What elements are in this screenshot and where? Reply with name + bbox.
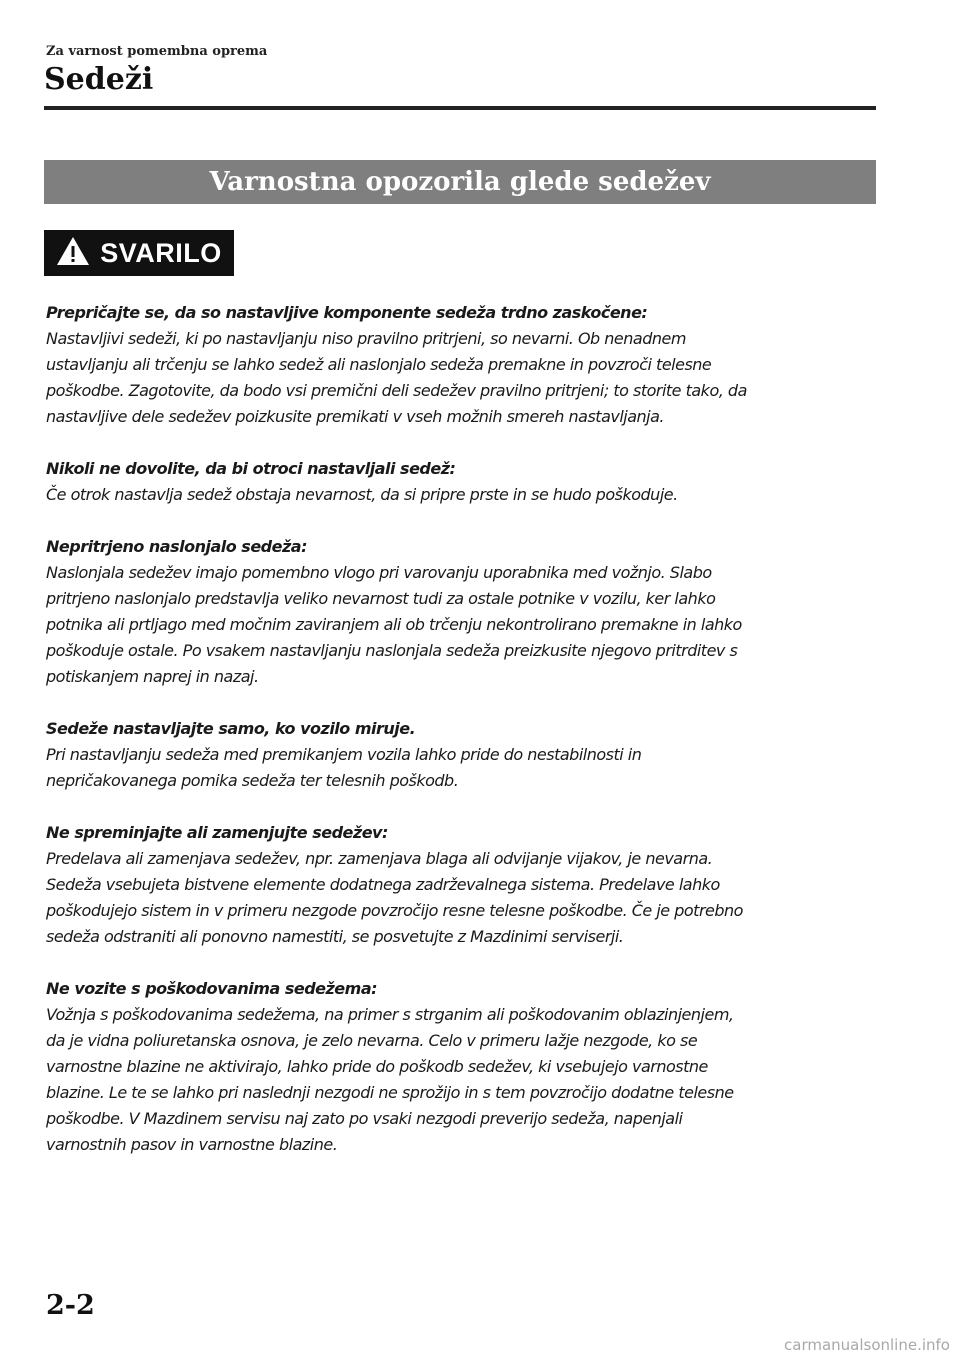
block-line: Sedeža vsebujeta bistvene elemente dodatnega zadrževalnega sistema. Predelave lahko bbox=[46, 875, 720, 894]
warning-label: SVARILO bbox=[100, 237, 222, 268]
warning-block bbox=[46, 976, 880, 1158]
warning-badge bbox=[44, 230, 234, 276]
block-line: nepričakovanega pomika sedeža ter telesnih poškodb. bbox=[46, 771, 459, 790]
block-line: poškodbe. V Mazdinem servisu naj zato po vsaki nezgodi preverijo sedeža, napenjali bbox=[46, 1109, 683, 1128]
block-heading: Ne spreminjajte ali zamenjujte sedežev: bbox=[46, 823, 388, 842]
block-line: potnika ali prtljago med močnim zaviranjem ali ob trčenju nekontrolirano premakne in lahko bbox=[46, 615, 742, 634]
warning-block bbox=[46, 820, 880, 950]
block-line: poškodbe. Zagotovite, da bodo vsi premični deli sedežev pravilno pritrjeni; to storite tako, da bbox=[46, 381, 747, 400]
block-line: Predelava ali zamenjava sedežev, npr. zamenjava blaga ali odvijanje vijakov, je nevarna. bbox=[46, 849, 713, 868]
block-line: varnostne blazine ne aktivirajo, lahko pride do poškodb sedežev, ki vsebujejo varnostne bbox=[46, 1057, 708, 1076]
block-line: ustavljanju ali trčenju se lahko sedež ali naslonjalo sedeža premakne in povzroči telesne bbox=[46, 355, 712, 374]
title-divider bbox=[44, 106, 876, 110]
warning-content bbox=[46, 300, 880, 1184]
block-line: Naslonjala sedežev imajo pomembno vlogo pri varovanju uporabnika med vožnjo. Slabo bbox=[46, 563, 712, 582]
warning-block bbox=[46, 534, 880, 690]
block-line: da je vidna poliuretanska osnova, je zelo nevarna. Celo v primeru lažje nezgode, ko se bbox=[46, 1031, 698, 1050]
page-title: Sedeži bbox=[44, 62, 154, 97]
warning-block bbox=[46, 456, 880, 508]
block-heading: Ne vozite s poškodovanima sedežema: bbox=[46, 979, 378, 998]
block-line: poškodujejo sistem in v primeru nezgode povzročijo resne telesne poškodbe. Če je potrebno bbox=[46, 901, 743, 920]
block-line: pritrjeno naslonjalo predstavlja veliko nevarnost tudi za ostale potnike v vozilu, ker lahko bbox=[46, 589, 716, 608]
block-line: Pri nastavljanju sedeža med premikanjem vozila lahko pride do nestabilnosti in bbox=[46, 745, 642, 764]
block-heading: Nepritrjeno naslonjalo sedeža: bbox=[46, 537, 307, 556]
breadcrumb: Za varnost pomembna oprema bbox=[46, 44, 268, 59]
block-heading: Nikoli ne dovolite, da bi otroci nastavljali sedež: bbox=[46, 459, 456, 478]
block-line: sedeža odstraniti ali ponovno namestiti, se posvetujte z Mazdinimi serviserji. bbox=[46, 927, 624, 946]
page-number: 2-2 bbox=[46, 1290, 95, 1321]
block-line: Če otrok nastavlja sedež obstaja nevarnost, da si pripre prste in se hudo poškoduje. bbox=[46, 485, 678, 504]
section-title: Varnostna opozorila glede sedežev bbox=[44, 160, 876, 204]
block-heading: Sedeže nastavljajte samo, ko vozilo miruje. bbox=[46, 719, 416, 738]
watermark: carmanualsonline.info bbox=[784, 1336, 950, 1354]
block-line: Vožnja s poškodovanima sedežema, na primer s strganim ali poškodovanim oblazinjenjem, bbox=[46, 1005, 734, 1024]
block-line: blazine. Le te se lahko pri naslednji nezgodi ne sprožijo in s tem povzročijo dodatne telesne bbox=[46, 1083, 734, 1102]
block-line: nastavljive dele sedežev poizkusite premikati v vseh možnih smereh nastavljanja. bbox=[46, 407, 665, 426]
block-heading: Prepričajte se, da so nastavljive komponente sedeža trdno zaskočene: bbox=[46, 303, 648, 322]
warning-block bbox=[46, 300, 880, 430]
block-line: varnostnih pasov in varnostne blazine. bbox=[46, 1135, 338, 1154]
block-line: poškoduje ostale. Po vsakem nastavljanju naslonjala sedeža preizkusite njegovo pritrditev s bbox=[46, 641, 738, 660]
block-line: potiskanjem naprej in nazaj. bbox=[46, 667, 259, 686]
warning-block bbox=[46, 716, 880, 794]
warning-triangle-icon bbox=[56, 236, 90, 270]
block-line: Nastavljivi sedeži, ki po nastavljanju niso pravilno pritrjeni, so nevarni. Ob nenadnem bbox=[46, 329, 686, 348]
